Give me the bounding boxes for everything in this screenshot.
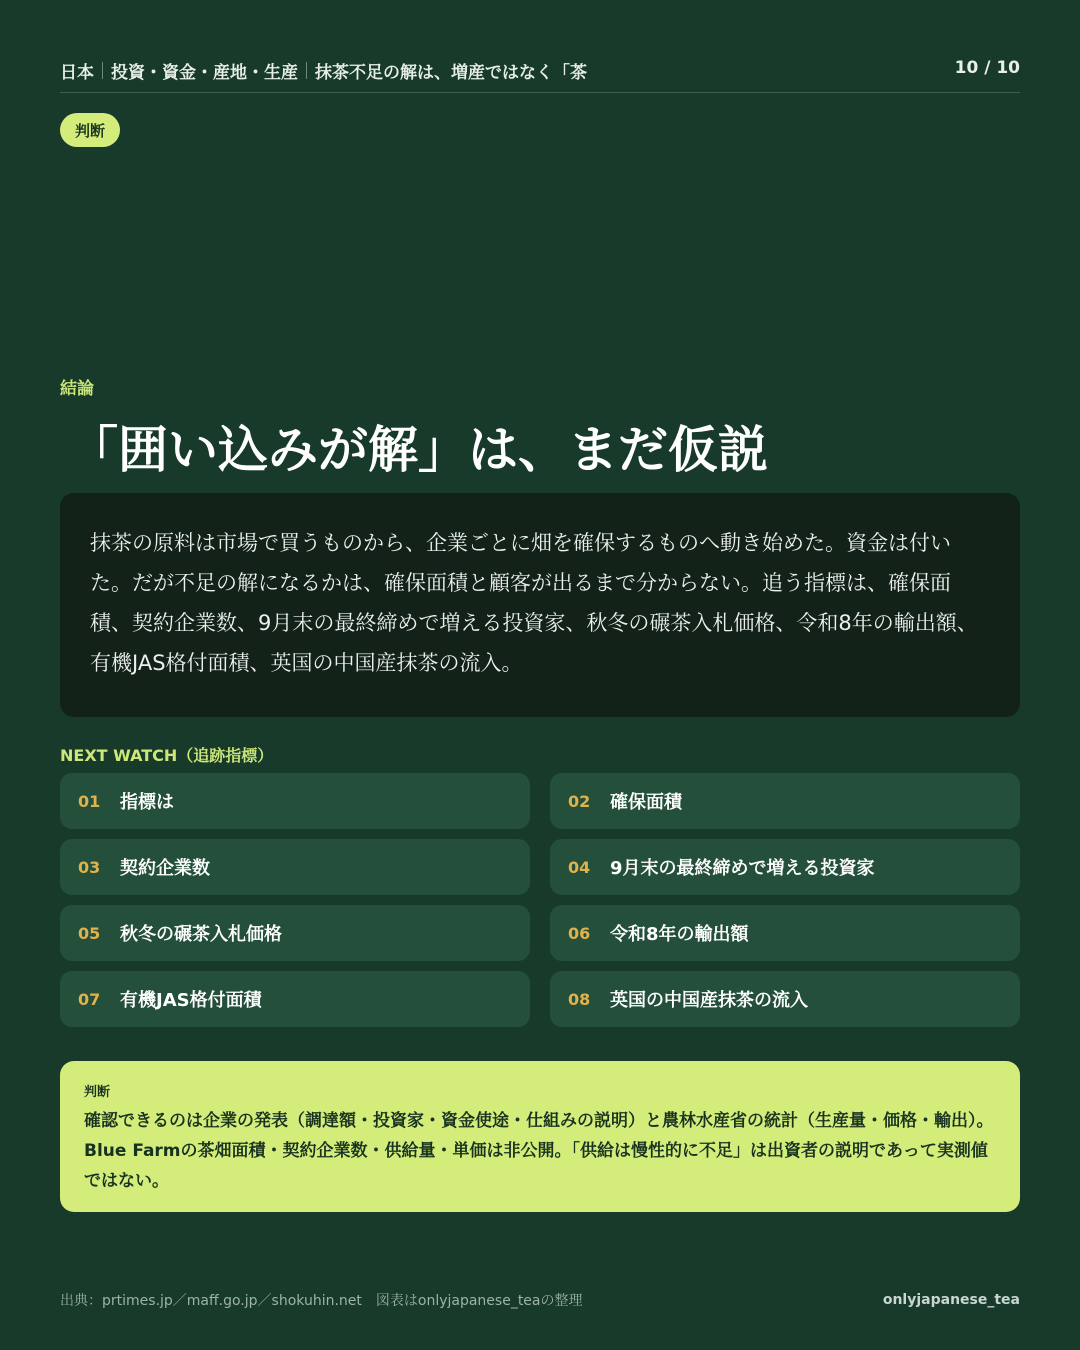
verdict-box — [60, 1061, 1020, 1212]
watch-item — [60, 773, 530, 829]
next-watch-label: NEXT WATCH（追跡指標） — [60, 746, 274, 765]
watch-item-text: 英国の中国産抹茶の流入 — [610, 990, 808, 1011]
summary-text: 抹茶の原料は市場で買うものから、企業ごとに畑を確保するものへ動き始めた。資金は付いた。だが不足の解になるかは、確保面積と顧客が出るまで分からない。追う指標は、確保面積、契約企業数、9月末の最終締めで増える投資家、秋冬の碾茶入札価格、令和8年の輸出額、有機JAS格付面積、英国の中国産抹茶の流入。 — [90, 531, 978, 675]
summary-box — [60, 493, 1020, 717]
source-credit: 出典：prtimes.jp／maff.go.jp／shokuhin.net 図表はonlyjapanese_teaの整理 — [60, 1293, 583, 1309]
watch-item-text: 指標は — [120, 792, 174, 813]
watch-item — [60, 905, 530, 961]
watch-item-number: 01 — [78, 791, 101, 811]
verdict-text: 確認できるのは企業の発表（調達額・投資家・資金使途・仕組みの説明）と農林水産省の統計（生産量・価格・輸出）。Blue Farmの茶畑面積・契約企業数・供給量・単価は非公開。「供給は慢性的に不足」は出資者の説明であって実測値ではない。 — [84, 1111, 994, 1191]
conclusion-label: 結論 — [60, 379, 94, 399]
watch-item-text: 9月末の最終締めで増える投資家 — [610, 858, 875, 879]
watch-item-number: 02 — [568, 791, 591, 811]
page-title: 「囲い込みが解」は、まだ仮説 — [68, 421, 768, 479]
breadcrumb-divider — [306, 62, 307, 79]
watch-item-text: 秋冬の碾茶入札価格 — [120, 924, 282, 945]
watch-item-number: 06 — [568, 923, 591, 943]
breadcrumb-item: 投資・資金・産地・生産 — [111, 63, 298, 83]
breadcrumb — [60, 58, 587, 83]
header-bar — [60, 58, 1020, 93]
watch-item-text: 有機JAS格付面積 — [120, 990, 262, 1011]
page-counter: 10 / 10 — [954, 58, 1020, 78]
watch-item-text: 令和8年の輸出額 — [610, 924, 749, 945]
watch-item-number: 04 — [568, 857, 591, 877]
watch-item — [60, 839, 530, 895]
watch-item-text: 確保面積 — [610, 792, 682, 813]
account-handle: onlyjapanese_tea — [882, 1292, 1020, 1308]
watch-item-number: 08 — [568, 989, 591, 1009]
watch-item-number: 03 — [78, 857, 101, 877]
watch-item — [550, 905, 1020, 961]
watch-item — [550, 971, 1020, 1027]
breadcrumb-item: 日本 — [60, 63, 94, 83]
watch-item — [60, 971, 530, 1027]
breadcrumb-divider — [102, 62, 103, 79]
watch-item — [550, 773, 1020, 829]
footer — [60, 1290, 1020, 1310]
watch-item-number: 05 — [78, 923, 101, 943]
breadcrumb-item: 抹茶不足の解は、増産ではなく「茶 — [315, 63, 587, 83]
verdict-label: 判断 — [84, 1085, 111, 1100]
watch-item-number: 07 — [78, 989, 101, 1009]
watch-item-text: 契約企業数 — [120, 858, 210, 879]
category-tag: 判断 — [60, 113, 120, 147]
watch-grid — [60, 773, 1020, 1027]
watch-item — [550, 839, 1020, 895]
